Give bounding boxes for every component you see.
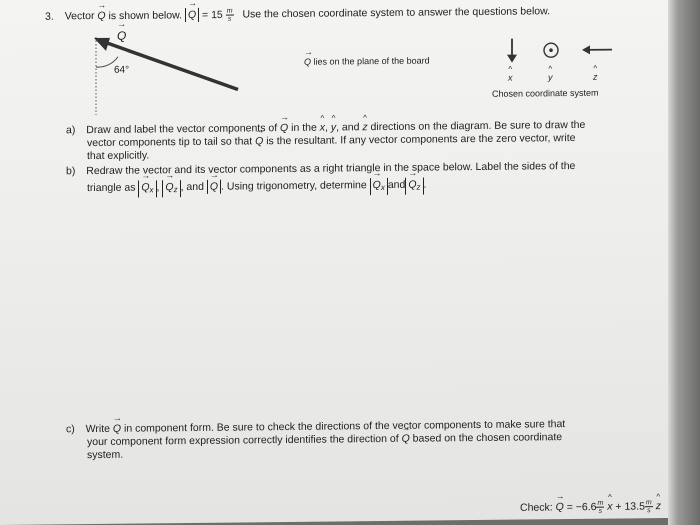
qx-magnitude-2 xyxy=(370,178,388,195)
plane-note-symbol: → Q xyxy=(304,57,311,67)
part-a-z-hat: ^ z xyxy=(362,121,367,134)
part-b-and: and xyxy=(186,180,204,194)
diagram-vector-label xyxy=(117,29,126,43)
axis-label-y xyxy=(548,72,553,82)
part-c-line1-pre: Write xyxy=(85,422,110,436)
qx2-sub: x xyxy=(380,182,385,193)
part-c-line1-post: in component form. Be sure to check the directions of the vector components to make sure that xyxy=(124,418,566,435)
check-unit1-den: s xyxy=(598,507,603,515)
part-a-line2-pre: vector components tip to tail so that xyxy=(87,135,253,150)
part-b-line2-mid: . Using trigonometry, determine xyxy=(221,179,367,193)
part-a-q: → Q xyxy=(280,122,288,135)
part-b-and-joint: and xyxy=(387,178,406,191)
page-edge-shadow xyxy=(668,0,700,525)
part-c-line3: system. xyxy=(87,448,124,462)
part-c-line2-pre: your component form expression correctly identifies the direction of xyxy=(87,432,399,449)
unit-denominator: s xyxy=(227,15,232,23)
angle-label: 64° xyxy=(114,64,130,76)
check-answer xyxy=(520,499,661,515)
q-magnitude xyxy=(207,180,221,194)
qz-magnitude xyxy=(162,180,180,197)
check-unit-1 xyxy=(596,500,604,515)
plane-note-text: lies on the plane of the board xyxy=(313,55,430,67)
intro-is-shown: is shown below. xyxy=(108,9,183,23)
part-a-line1-post: directions on the diagram. Be sure to draw the xyxy=(370,118,586,134)
vector-q-diagram xyxy=(80,25,255,117)
check-z-value: + 13.5 xyxy=(615,500,645,513)
qz-q: → Q xyxy=(165,180,173,194)
qz2-q: → Q xyxy=(408,178,416,192)
check-x-hat: ^ x xyxy=(607,501,612,514)
qx2-q: → Q xyxy=(373,178,381,192)
part-a-x-hat: ^ x xyxy=(320,122,325,135)
q-q: → Q xyxy=(210,180,218,194)
qz-magnitude-2 xyxy=(405,178,423,195)
part-c xyxy=(66,418,565,462)
part-c-letter: c) xyxy=(66,423,75,436)
qz2-sub: z xyxy=(416,182,421,192)
intro-prefix: Vector xyxy=(64,10,95,23)
part-b: b) Redraw the vector and its vector components as a right triangle in the space below. Label the sides of the triangle as → $Q_x$ , → $Q_z$ , and → Q . Using trigonometry, determine → $Q_x$ $and\to Q_z$ . xyxy=(66,160,575,198)
magnitude-symbol: → Q xyxy=(188,8,196,22)
qx-magnitude xyxy=(138,180,156,197)
qx-sub: x xyxy=(149,185,154,195)
problem-number: 3. xyxy=(45,10,54,23)
part-a-line1-mid: in the xyxy=(291,121,317,134)
check-x-value: = −6.6 xyxy=(566,501,597,514)
plane-note xyxy=(304,56,430,67)
x-hat: ^ x xyxy=(508,73,513,83)
part-c-line2-post: based on the chosen coordinate xyxy=(412,431,563,445)
axis-label-z xyxy=(593,72,598,82)
axis-label-x xyxy=(508,73,513,83)
check-z-hat: ^ z xyxy=(656,500,661,513)
part-a-line3: that explicitly. xyxy=(87,149,150,163)
y-hat: ^ y xyxy=(548,72,553,82)
vector-q-symbol: → Q xyxy=(97,10,105,22)
part-c-q2: → Q xyxy=(402,433,410,446)
check-unit1-num: m xyxy=(597,499,604,507)
arrow-left-icon xyxy=(582,45,612,54)
check-unit2-den: s xyxy=(647,507,651,515)
part-c-q: → Q xyxy=(113,423,121,436)
coordinate-caption: Chosen coordinate system xyxy=(492,87,599,99)
part-a-line1-pre: Draw and label the vector components of xyxy=(86,122,278,137)
arrow-down-icon xyxy=(507,39,517,63)
z-hat: ^ z xyxy=(593,72,598,82)
magnitude-unit xyxy=(226,8,234,23)
part-b-letter: b) xyxy=(66,165,76,178)
part-a-q2: → Q xyxy=(255,135,263,148)
magnitude-value: = 15 xyxy=(202,8,223,22)
part-a: a) Draw and label the vector components of → Q in the ^ x, ^ y, and ^ z directions on the diagram. Be sure to draw the vector components tip to tail so that → Q is the resultant. If any vector components are the zero vector, write that explicitly. xyxy=(66,119,585,163)
intro-suffix: Use the chosen coordinate system to answer the questions below. xyxy=(242,5,551,21)
unit-numerator: m xyxy=(226,7,233,15)
part-a-letter: a) xyxy=(66,124,76,137)
check-label: Check: xyxy=(520,501,553,514)
part-a-line2-post: is the resultant. If any vector components are the zero vector, write xyxy=(266,131,576,148)
part-a-y-hat: ^ y xyxy=(331,121,336,134)
magnitude-bars xyxy=(185,8,199,22)
qz-sub: z xyxy=(173,185,178,195)
diagram-q-label: → Q xyxy=(117,29,126,43)
check-q: → Q xyxy=(556,501,564,514)
part-b-line2-pre: triangle as xyxy=(87,181,136,195)
dot-in-circle-icon xyxy=(544,43,558,57)
part-a-and: , and xyxy=(336,121,360,134)
check-unit-2 xyxy=(645,499,653,514)
part-b-line1: Redraw the vector and its vector components as a right triangle in the space below. Label the sides of the xyxy=(86,159,576,178)
check-unit2-num: m xyxy=(645,499,652,507)
qx-q: → Q xyxy=(141,180,149,194)
